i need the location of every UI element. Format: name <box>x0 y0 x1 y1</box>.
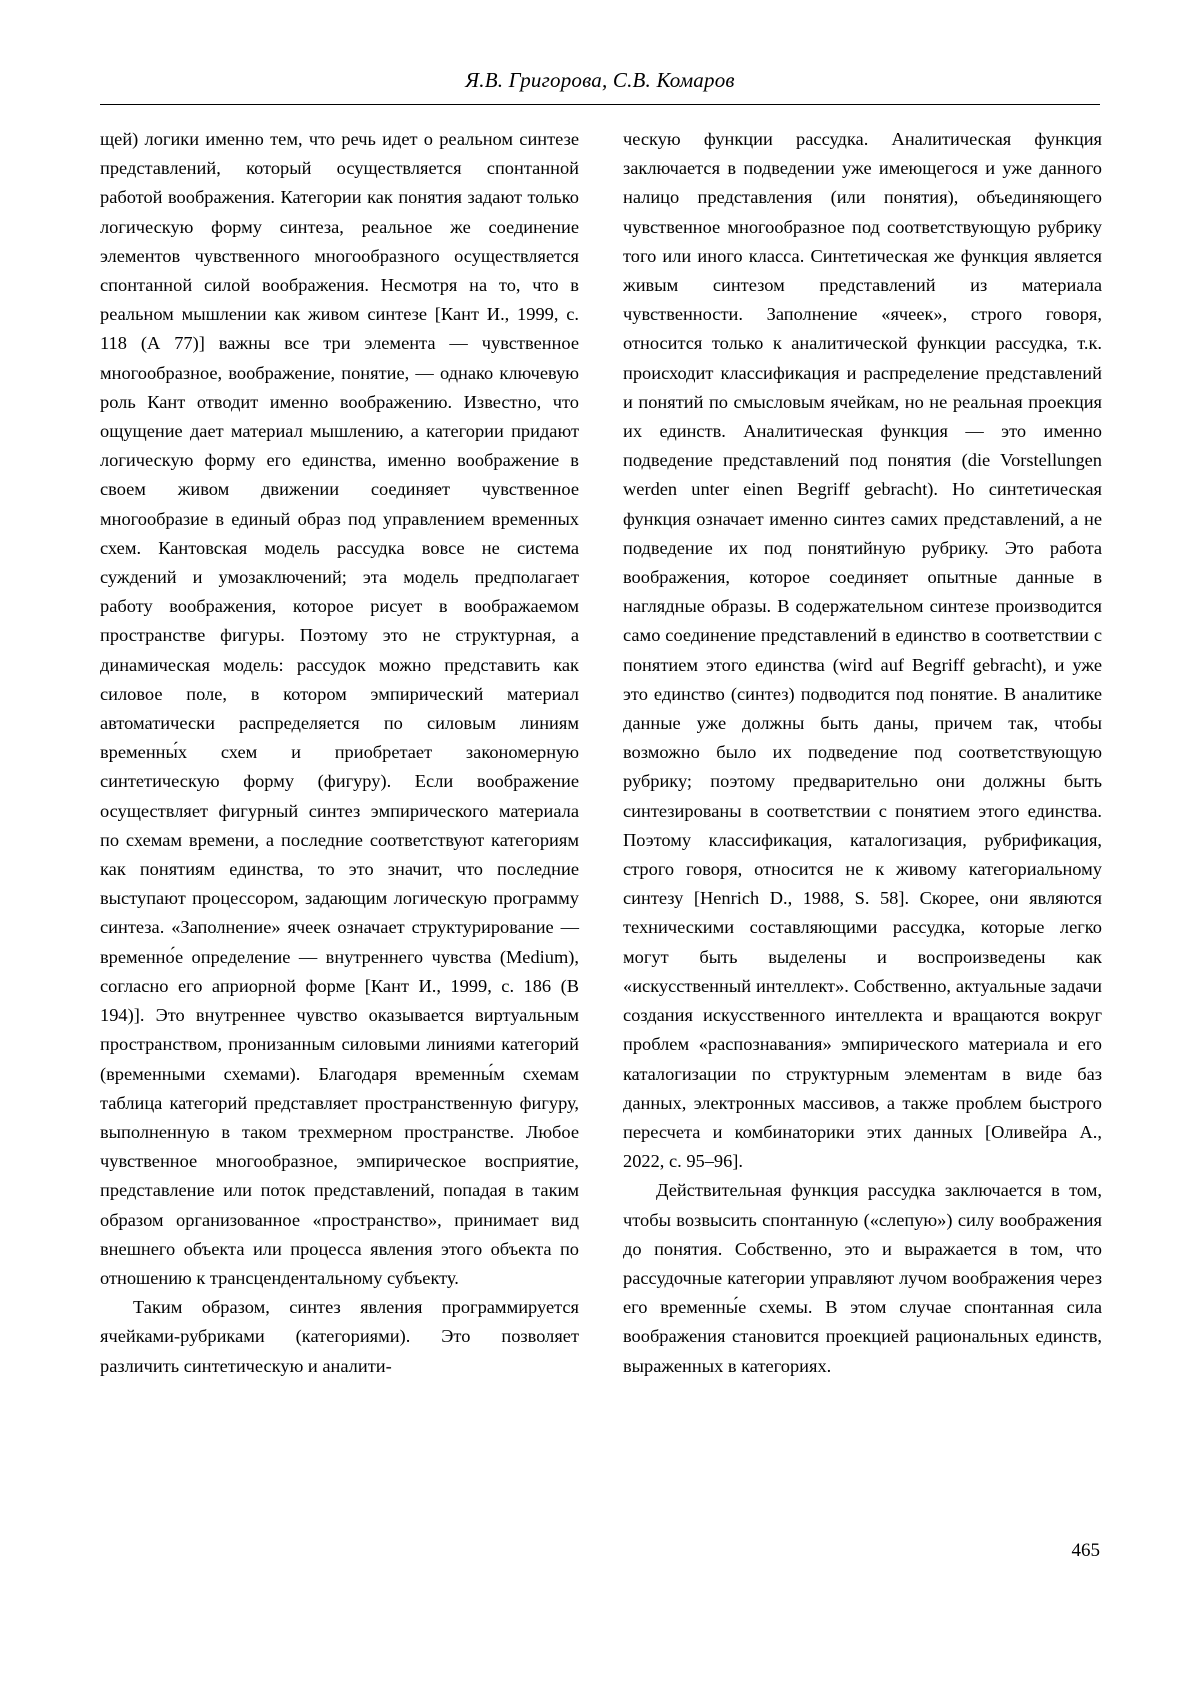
header-rule <box>100 104 1100 105</box>
paragraph: Действительная функция рассудка заключается в том, чтобы возвысить спонтанную («слепую») силу воображения до понятия. Собственно, это и выражается в том, что рассудочные категории управляют лучом воображения через его временны́е схемы. В этом случае спонтанная сила воображения становится проекцией рациональных единств, выраженных в категориях. <box>623 1180 1102 1376</box>
right-column <box>623 125 1102 1381</box>
paragraph: Таким образом, синтез явления программируется ячейками-рубриками (категориями). Это позволяет различить синтетическую и аналити- <box>100 1297 579 1376</box>
page-number: 465 <box>1071 1540 1100 1561</box>
paragraph: щей) логики именно тем, что речь идет о реальном синтезе представлений, который осуществляется спонтанной работой воображения. Категории как понятия задают только логическую форму синтеза, реальное же соединение элементов чувственного многообразного осуществляется спонтанной силой воображения. Несмотря на то, что в реальном мышлении как живом синтезе [Кант И., 1999, с. 118 (А 77)] важны все три элемента — чувственное многообразное, воображение, понятие, — однако ключевую роль Кант отводит именно воображению. Известно, что ощущение дает материал мышлению, а категории придают логическую форму его единства, именно воображение в своем живом движении соединяет чувственное многообразие в единый образ под управлением временных схем. Кантовская модель рассудка вовсе не система суждений и умозаключений; эта модель предполагает работу воображения, которое рисует в воображаемом пространстве фигуры. Поэтому это не структурная, а динамическая модель: рассудок можно представить как силовое поле, в котором эмпирический материал автоматически распределяется по силовым линиям временны́х схем и приобретает закономерную синтетическую форму (фигуру). Если воображение осуществляет фигурный синтез эмпирического материала по схемам времени, а последние соответствуют категориям как понятиям единства, то это значит, что последние выступают процессором, задающим логическую программу синтеза. «Заполнение» ячеек означает структурирование — временно́е определение — внутреннего чувства (Medium), согласно его априорной форме [Кант И., 1999, с. 186 (В 194)]. Это внутреннее чувство оказывается виртуальным пространством, пронизанным силовыми линиями категорий (временными схемами). Благодаря временны́м схемам таблица категорий представляет пространственную фигуру, выполненную в таком трехмерном пространстве. Любое чувственное многообразное, эмпирическое восприятие, представление или поток представлений, попадая в таким образом организованное «пространство», принимает вид внешнего объекта или процесса явления этого объекта по отношению к трансцендентальному субъекту. <box>100 129 579 1288</box>
running-head: Я.В. Григорова, С.В. Комаров <box>465 68 735 92</box>
left-column <box>100 125 579 1381</box>
two-column-body <box>100 125 1102 1381</box>
paragraph: ческую функции рассудка. Аналитическая функция заключается в подведении уже имеющегося и уже данного налицо представления (или понятия), объединяющего чувственное многообразное под соответствующую рубрику того или иного класса. Синтетическая же функция является живым синтезом представлений из материала чувственности. Заполнение «ячеек», строго говоря, относится только к аналитической функции рассудка, т.к. происходит классификация и распределение представлений и понятий по смысловым ячейкам, но не реальная проекция их единств. Аналитическая функция — это именно подведение представлений под понятия (die Vorstellungen werden unter einen Begriff gebracht). Но синтетическая функция означает именно синтез самих представлений, а не подведение их под понятийную рубрику. Это работа воображения, которое соединяет опытные данные в наглядные образы. В содержательном синтезе производится само соединение представлений в единство в соответствии с понятием этого единства (wird auf Begriff gebracht), и уже это единство (синтез) подводится под понятие. В аналитике данные уже должны быть даны, причем так, чтобы возможно было их подведение под соответствующую рубрику; поэтому предварительно они должны быть синтезированы в соответствии с понятием этого единства. Поэтому классификация, каталогизация, рубрификация, строго говоря, относится не к живому категориальному синтезу [Henrich D., 1988, S. 58]. Скорее, они являются техническими составляющими рассудка, которые легко могут быть выделены и воспроизведены как «искусственный интеллект». Собственно, актуальные задачи создания искусственного интеллекта и вращаются вокруг проблем «распознавания» эмпирического материала и его каталогизации по структурным элементам в виде баз данных, электронных массивов, а также проблем быстрого пересчета и комбинаторики этих данных [Оливейра А., 2022, с. 95–96]. <box>623 129 1102 1172</box>
